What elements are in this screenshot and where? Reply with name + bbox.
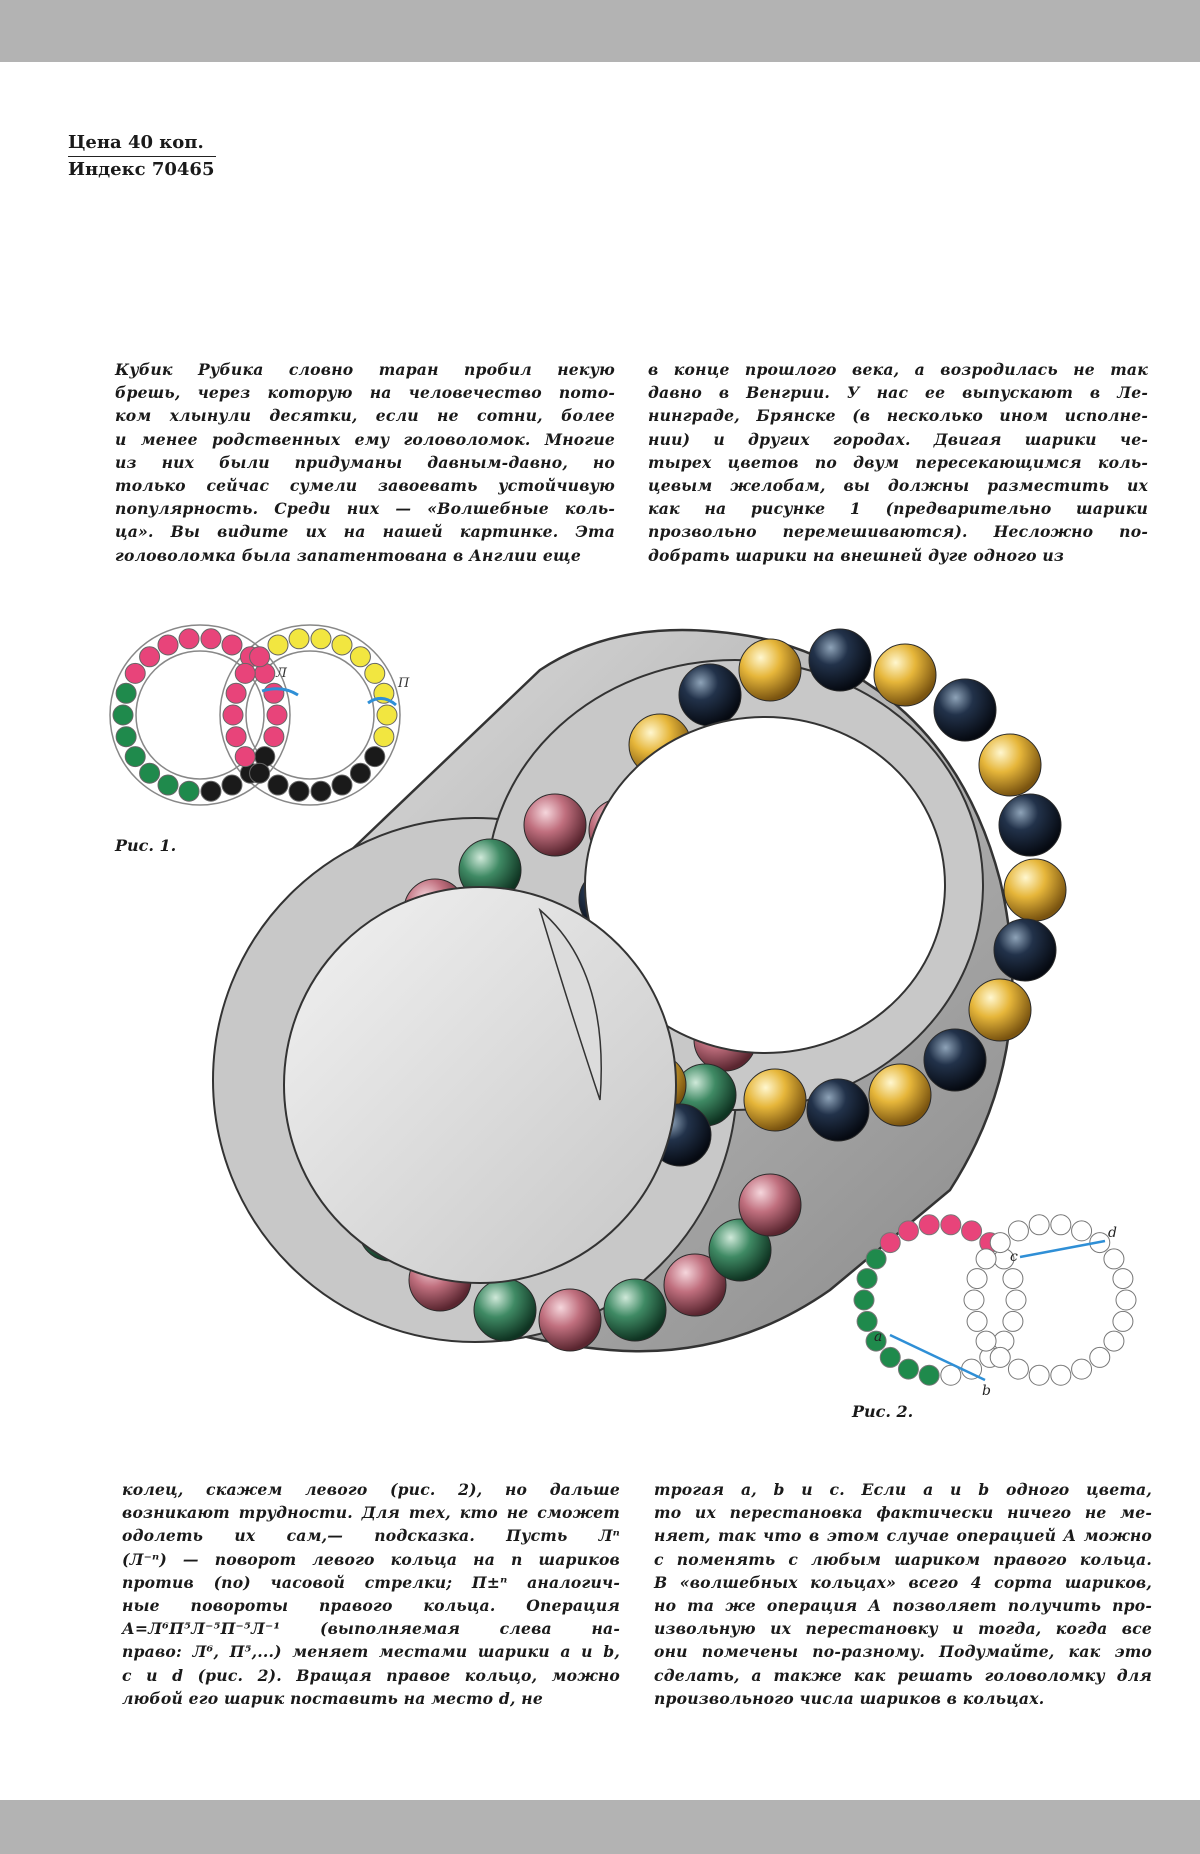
fig2-ball-right xyxy=(1008,1359,1028,1379)
text-line: прозвольно перемешиваются). Несложно по- xyxy=(648,522,1148,542)
fig2-ball-left xyxy=(898,1359,918,1379)
text-column-top-right xyxy=(648,358,1148,567)
puzzle-ball xyxy=(994,919,1056,981)
figure-2-diagram xyxy=(860,1195,1160,1405)
fig2-ball-right xyxy=(990,1233,1010,1253)
fig2-ball-left xyxy=(866,1249,886,1269)
puzzle-ball xyxy=(1004,859,1066,921)
price-block xyxy=(68,130,216,183)
label-right-ring: П xyxy=(398,676,410,691)
text-line: произвольного числа шариков в кольцах. xyxy=(654,1688,1045,1708)
fig2-ball-left xyxy=(857,1269,877,1289)
text-line: няет, так что в этом случае операцией А можно xyxy=(654,1526,1152,1546)
fig2-ball-right xyxy=(1008,1221,1028,1241)
fig2-ball-right xyxy=(967,1269,987,1289)
fig2-ball-right xyxy=(1051,1215,1071,1235)
fig2-ball-left xyxy=(880,1347,900,1367)
fig1-ball-left xyxy=(116,727,136,747)
left-ring-inner-disc xyxy=(284,887,676,1283)
text-line: с поменять с любым шариком правого кольца. xyxy=(654,1549,1152,1569)
text-line: ком хлынули десятки, если не сотни, более xyxy=(115,406,615,426)
fig2-ball-right xyxy=(1116,1290,1136,1310)
fig2-ball-right xyxy=(1104,1331,1124,1351)
puzzle-ball xyxy=(474,1279,536,1341)
fig2-ball-right xyxy=(976,1331,996,1351)
fig2-ball-right xyxy=(1113,1269,1133,1289)
fig2-ball-left xyxy=(1006,1290,1026,1310)
text-line: и менее родственных ему головоломок. Многие xyxy=(115,429,615,449)
bottom-margin-band xyxy=(0,1800,1200,1854)
puzzle-ball xyxy=(539,1289,601,1351)
fig2-ball-left xyxy=(880,1233,900,1253)
text-line: в конце прошлого века, а возродилась не так xyxy=(648,360,1148,379)
text-line: тырех цветов по двум пересекающимся коль- xyxy=(648,452,1148,472)
text-line: возникают трудности. Для тех, кто не сможет xyxy=(122,1503,620,1523)
price-label: Цена 40 коп. xyxy=(68,130,216,157)
text-column-bottom-right xyxy=(654,1478,1152,1710)
text-line: В «волшебных кольцах» всего 4 сорта шариков, xyxy=(654,1572,1152,1592)
text-line: но та же операция А позволяет получить про- xyxy=(654,1596,1152,1616)
text-line: нии) и других городах. Двигая шарики че- xyxy=(648,429,1148,449)
text-line: добрать шарики на внешней дуге одного из xyxy=(648,545,1065,565)
label-d: d xyxy=(1108,1225,1117,1241)
text-line: против (по) часовой стрелки; П±ⁿ аналогич- xyxy=(122,1572,620,1592)
label-c: c xyxy=(1010,1249,1018,1265)
fig1-ball-left xyxy=(158,775,178,795)
fig2-ball-left xyxy=(919,1215,939,1235)
fig2-ball-left xyxy=(1003,1269,1023,1289)
text-line: c и d (рис. 2). Вращая правое кольцо, можно xyxy=(122,1665,620,1685)
fig2-ball-left xyxy=(962,1221,982,1241)
fig2-ball-right xyxy=(1029,1215,1049,1235)
puzzle-ball xyxy=(524,794,586,856)
puzzle-ball xyxy=(739,639,801,701)
text-column-top-left xyxy=(115,358,615,567)
text-line: ца». Вы видите их на нашей картинке. Эта xyxy=(115,522,615,542)
text-line: Кубик Рубика словно таран пробил некую xyxy=(115,360,615,379)
fig2-ball-right xyxy=(1113,1311,1133,1331)
text-line: давно в Венгрии. У нас ее выпускают в Ле- xyxy=(648,383,1148,403)
fig2-ball-right xyxy=(990,1347,1010,1367)
fig2-ball-right xyxy=(1072,1359,1092,1379)
puzzle-ball xyxy=(969,979,1031,1041)
text-line: право: Л⁶, П⁵,...) меняет местами шарики a и b, xyxy=(122,1642,620,1662)
text-line: одолеть их сам,— подсказка. Пусть Лⁿ xyxy=(122,1526,620,1546)
fig2-ball-right xyxy=(967,1311,987,1331)
puzzle-ball xyxy=(934,679,996,741)
fig2-ball-right xyxy=(964,1290,984,1310)
puzzle-ball xyxy=(604,1279,666,1341)
label-a: a xyxy=(874,1329,883,1345)
fig2-ball-right xyxy=(976,1249,996,1269)
puzzle-ball xyxy=(979,734,1041,796)
fig2-ball-left xyxy=(919,1365,939,1385)
text-line: трогая a, b и c. Если a и b одного цвета, xyxy=(654,1480,1152,1499)
puzzle-ball xyxy=(809,629,871,691)
puzzle-ball xyxy=(999,794,1061,856)
fig1-ball-left xyxy=(179,781,199,801)
text-line: любой его шарик поставить на место d, не xyxy=(122,1688,543,1708)
fig2-ball-right xyxy=(1051,1365,1071,1385)
text-column-bottom-left xyxy=(122,1478,620,1710)
text-line: (Л⁻ⁿ) — поворот левого кольца на n шариков xyxy=(122,1549,620,1569)
text-line: нинграде, Брянске (в несколько ином исполне- xyxy=(648,406,1148,426)
top-margin-band xyxy=(0,0,1200,62)
fig1-ball-left xyxy=(125,663,145,683)
fig2-ball-right xyxy=(1072,1221,1092,1241)
fig2-ball-left xyxy=(854,1290,874,1310)
label-left-ring: Л xyxy=(276,666,287,681)
text-line: колец, скажем левого (рис. 2), но дальше xyxy=(122,1480,620,1499)
text-line: сделать, а также как решать головоломку для xyxy=(654,1665,1152,1685)
puzzle-ball xyxy=(679,664,741,726)
fig1-ball-left xyxy=(116,683,136,703)
fig1-ball-left xyxy=(179,629,199,649)
text-line: только сейчас сумели завоевать устойчивую xyxy=(115,476,615,496)
fig2-ball-right xyxy=(1090,1347,1110,1367)
text-line: извольную их перестановку и тогда, когда все xyxy=(654,1619,1152,1639)
puzzle-ball xyxy=(739,1174,801,1236)
text-line: из них были придуманы давным-давно, но xyxy=(115,452,615,472)
puzzle-ball xyxy=(874,644,936,706)
text-line: брешь, через которую на человечество пото- xyxy=(115,383,615,403)
fig1-ball-left xyxy=(140,647,160,667)
puzzle-ball xyxy=(807,1079,869,1141)
text-line: цевым желобам, вы должны разместить их xyxy=(648,476,1148,496)
text-line: они помечены по-разному. Подумайте, как это xyxy=(654,1642,1152,1662)
fig2-ball-right xyxy=(1029,1365,1049,1385)
fig2-ball-left xyxy=(1003,1311,1023,1331)
text-line: как на рисунке 1 (предварительно шарики xyxy=(648,499,1148,519)
figure-2-rings xyxy=(854,1215,1136,1385)
figure-1-caption: Рис. 1. xyxy=(115,836,177,855)
fig1-ball-left xyxy=(140,763,160,783)
puzzle-ball xyxy=(869,1064,931,1126)
text-line: то их перестановка фактически ничего не ме- xyxy=(654,1503,1152,1523)
text-line: популярность. Среди них — «Волшебные коль- xyxy=(115,499,615,519)
fig1-ball-left xyxy=(113,705,133,725)
puzzle-ball xyxy=(924,1029,986,1091)
text-line: головоломка была запатентована в Англии еще xyxy=(115,545,582,565)
fig2-ball-left xyxy=(898,1221,918,1241)
text-line: ные повороты правого кольца. Операция xyxy=(122,1596,620,1616)
label-b: b xyxy=(982,1383,991,1399)
fig1-ball-left xyxy=(158,635,178,655)
index-label: Индекс 70465 xyxy=(68,159,215,180)
fig2-ball-left xyxy=(941,1215,961,1235)
figure-2-caption: Рис. 2. xyxy=(852,1402,914,1421)
puzzle-ball xyxy=(744,1069,806,1131)
fig2-ball-right xyxy=(1104,1249,1124,1269)
fig1-ball-left xyxy=(125,747,145,767)
text-line: А=Л⁶П⁵Л⁻⁵П⁻⁵Л⁻¹ (выполняемая слева на- xyxy=(122,1619,620,1639)
